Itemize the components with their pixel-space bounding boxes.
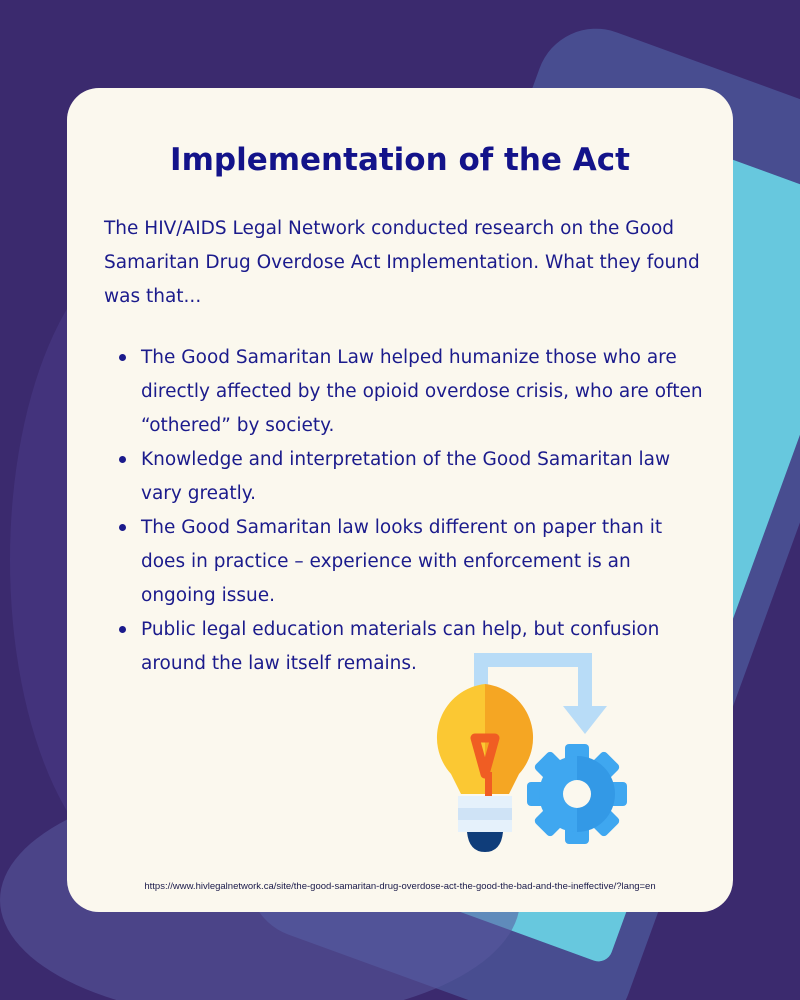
list-item — [104, 341, 704, 443]
bullet-dot-icon — [119, 456, 126, 463]
bullet-dot-icon — [119, 524, 126, 531]
list-item — [104, 511, 704, 613]
idea-gear-illustration — [429, 648, 641, 860]
intro-paragraph: The HIV/AIDS Legal Network conducted research on the Good Samaritan Drug Overdose Act Implementation. What they found was that... — [104, 218, 700, 307]
content-card — [67, 88, 733, 912]
list-item-text: Knowledge and interpretation of the Good Samaritan law vary greatly. — [141, 449, 671, 504]
list-item-text: The Good Samaritan law looks different on paper than it does in practice – experience with enforcement is an ongoing issue. — [141, 517, 663, 606]
list-item-text: The Good Samaritan Law helped humanize those who are directly affected by the opioid overdose crisis, who are often “othered” by society. — [141, 347, 703, 436]
source-link[interactable]: https://www.hivlegalnetwork.ca/site/the-good-samaritan-drug-overdose-act-the-good-the-bad-and-the-ineffective/?lang=en — [144, 881, 656, 892]
bullet-dot-icon — [119, 354, 126, 361]
lightbulb-icon — [437, 684, 533, 852]
findings-list — [104, 341, 704, 681]
bullet-dot-icon — [119, 626, 126, 633]
gear-icon — [527, 744, 627, 844]
list-item — [104, 443, 704, 511]
page-title: Implementation of the Act — [170, 142, 630, 178]
list-item-text: Public legal education materials can help, but confusion around the law itself remains. — [141, 619, 660, 674]
